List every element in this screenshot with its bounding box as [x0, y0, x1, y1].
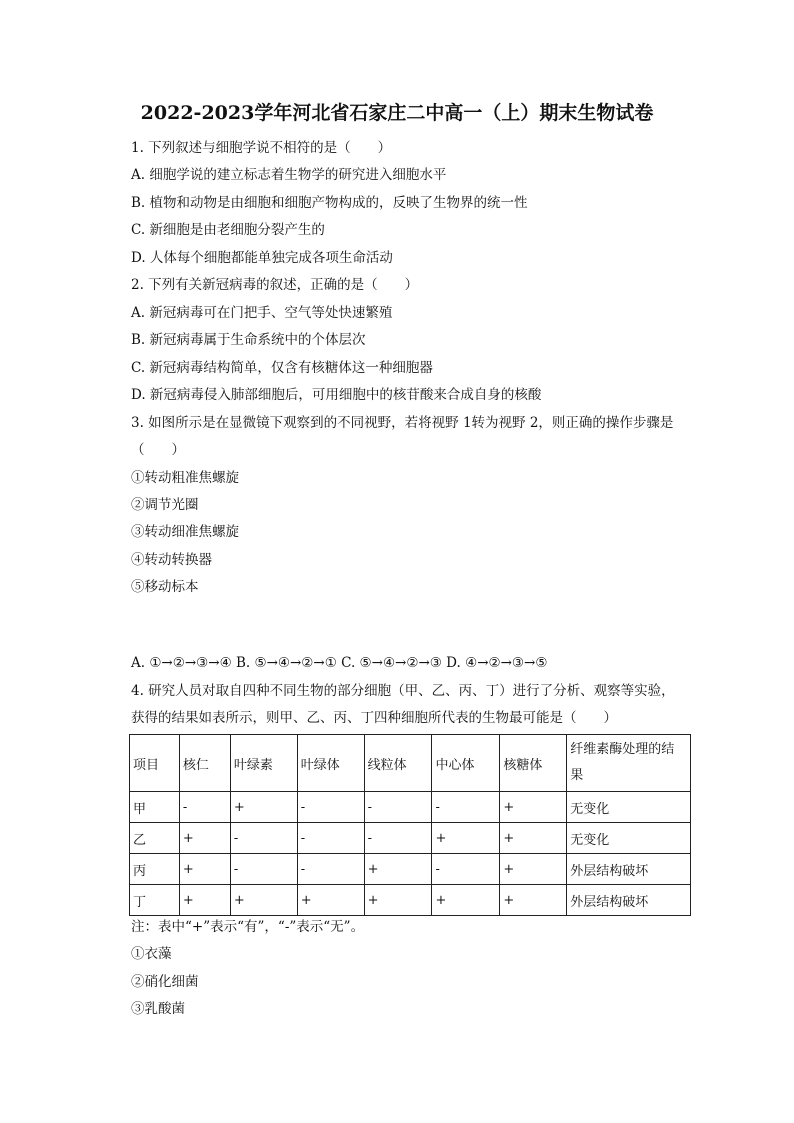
page-title: 2022-2023学年河北省石家庄二中高一（上）期末生物试卷	[140, 102, 654, 124]
q3-step-5: ⑤移动标本	[131, 579, 199, 595]
table-header-cell: 中心体	[432, 735, 500, 792]
table-cell: +	[500, 792, 567, 823]
q2-option-b: B. 新冠病毒属于生命系统中的个体层次	[131, 332, 366, 348]
table-cell: 外层结构破坏	[567, 885, 691, 916]
table-cell: 外层结构破坏	[567, 854, 691, 885]
table-cell: +	[500, 885, 567, 916]
table-header-cell: 纤维素酶处理的结果	[567, 735, 691, 792]
table-row	[130, 823, 691, 854]
q3-stem-line2: （ ）	[131, 442, 185, 458]
table-header-cell: 叶绿体	[297, 735, 364, 792]
q4-stem-line1: 4. 研究人员对取自四种不同生物的部分细胞（甲、乙、丙、丁）进行了分析、观察等实验，	[131, 683, 675, 699]
table-row	[130, 792, 691, 823]
table-header-cell: 核仁	[179, 735, 230, 792]
table-cell: +	[364, 885, 432, 916]
table-row	[130, 885, 691, 916]
q3-step-2: ②调节光圈	[131, 497, 199, 513]
table-cell: -	[364, 792, 432, 823]
table-cell: +	[432, 885, 500, 916]
table-cell: -	[179, 792, 230, 823]
q2-option-a: A. 新冠病毒可在门把手、空气等处快速繁殖	[131, 305, 393, 321]
q3-stem-line1: 3. 如图所示是在显微镜下观察到的不同视野，若将视野 1转为视野 2，则正确的操作步骤是	[131, 415, 674, 431]
table-header-cell: 线粒体	[364, 735, 432, 792]
q4-note: 注：表中“+”表示“有”，“-”表示“无”。	[131, 919, 365, 935]
table-header-row	[130, 735, 691, 792]
table-cell: 无变化	[567, 823, 691, 854]
table-header-cell: 核糖体	[500, 735, 567, 792]
table-cell: 无变化	[567, 792, 691, 823]
q2-option-d: D. 新冠病毒侵入肺部细胞后，可用细胞中的核苷酸来合成自身的核酸	[131, 387, 542, 403]
q1-option-d: D. 人体每个细胞都能单独完成各项生命活动	[131, 250, 393, 266]
table-cell: 甲	[130, 792, 180, 823]
table-cell: +	[297, 885, 364, 916]
table-cell: +	[179, 854, 230, 885]
q4-item-3: ③乳酸菌	[131, 1001, 185, 1017]
table-cell: +	[364, 854, 432, 885]
q4-stem-line2: 获得的结果如表所示，则甲、乙、丙、丁四种细胞所代表的生物最可能是（ ）	[131, 710, 617, 726]
q3-answers: A. ①→②→③→④ B. ⑤→④→②→① C. ⑤→④→②→③ D. ④→②→③→⑤	[131, 655, 548, 671]
table-cell: +	[179, 823, 230, 854]
table-cell: -	[297, 792, 364, 823]
table-cell: -	[364, 823, 432, 854]
table-cell: +	[432, 823, 500, 854]
q1-stem: 1. 下列叙述与细胞学说不相符的是（ ）	[131, 140, 392, 156]
q1-option-b: B. 植物和动物是由细胞和细胞产物构成的，反映了生物界的统一性	[131, 195, 528, 211]
q3-step-3: ③转动细准焦螺旋	[131, 524, 239, 540]
table-cell: +	[230, 792, 297, 823]
table-cell: 丙	[130, 854, 180, 885]
table-cell: -	[230, 823, 297, 854]
q4-item-1: ①衣藻	[131, 946, 172, 962]
q1-option-a: A. 细胞学说的建立标志着生物学的研究进入细胞水平	[131, 167, 447, 183]
table-cell: +	[500, 823, 567, 854]
table-cell: 乙	[130, 823, 180, 854]
q1-option-c: C. 新细胞是由老细胞分裂产生的	[131, 222, 325, 238]
table-header-cell: 叶绿素	[230, 735, 297, 792]
table-cell: +	[179, 885, 230, 916]
table-cell: -	[297, 823, 364, 854]
table-header-cell: 项目	[130, 735, 180, 792]
q4-item-2: ②硝化细菌	[131, 974, 199, 990]
table-cell: -	[432, 792, 500, 823]
table-row	[130, 854, 691, 885]
table-cell: +	[230, 885, 297, 916]
table-cell: -	[432, 854, 500, 885]
table-cell: +	[500, 854, 567, 885]
q4-data-table	[129, 734, 691, 916]
table-cell: 丁	[130, 885, 180, 916]
q2-option-c: C. 新冠病毒结构简单，仅含有核糖体这一种细胞器	[131, 360, 433, 376]
q3-step-1: ①转动粗准焦螺旋	[131, 470, 239, 486]
q2-stem: 2. 下列有关新冠病毒的叙述，正确的是（ ）	[131, 277, 419, 293]
q3-step-4: ④转动转换器	[131, 552, 212, 568]
table-cell: -	[230, 854, 297, 885]
table-cell: -	[297, 854, 364, 885]
